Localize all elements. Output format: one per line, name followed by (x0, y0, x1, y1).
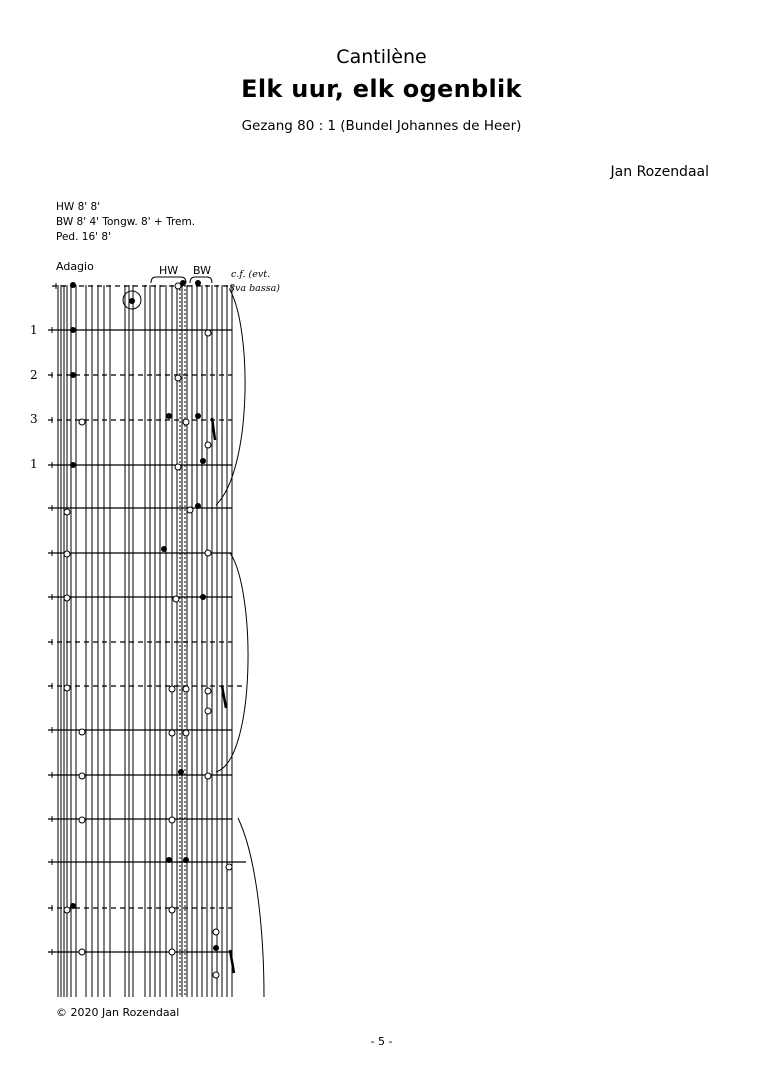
registration-hw: HW 8' 8' (56, 201, 101, 213)
note-open (79, 729, 85, 735)
note-open (183, 686, 189, 692)
note-open (169, 907, 175, 913)
note-open (175, 283, 181, 289)
note-open (64, 595, 70, 601)
bar-lines (48, 283, 246, 955)
note-open (79, 817, 85, 823)
bar-number: 1 (30, 323, 38, 337)
note-open (79, 949, 85, 955)
note-filled (200, 458, 206, 464)
note-open (183, 419, 189, 425)
piece-title: Elk uur, elk ogenblik (241, 75, 522, 103)
note-open (169, 686, 175, 692)
note-open (169, 817, 175, 823)
note-open (205, 442, 211, 448)
note-open (173, 596, 179, 602)
note-open (169, 949, 175, 955)
note-open (205, 550, 211, 556)
hymn-source: Gezang 80 : 1 (Bundel Johannes de Heer) (241, 118, 522, 134)
registration-bw: BW 8' 4' Tongw. 8' + Trem. (56, 216, 196, 228)
note-open (205, 688, 211, 694)
note-open (169, 730, 175, 736)
beam (222, 686, 226, 708)
note-open (175, 375, 181, 381)
piece-subtitle: Cantilène (336, 46, 427, 68)
manual-label-hw: HW (159, 264, 179, 277)
note-open (64, 551, 70, 557)
note-open (64, 907, 70, 913)
note-filled (195, 503, 201, 509)
note-open (205, 330, 211, 336)
note-filled (70, 282, 76, 288)
bar-number: 2 (30, 368, 38, 382)
note-open (205, 708, 211, 714)
note-filled (70, 327, 76, 333)
note-filled (178, 769, 184, 775)
note-filled (70, 462, 76, 468)
note-open (187, 507, 193, 513)
note-filled (183, 857, 189, 863)
bar-number: 1 (30, 457, 38, 471)
tempo-marking: Adagio (56, 260, 94, 273)
manual-label-bw: BW (193, 264, 212, 277)
page-number: - 5 - (370, 1035, 393, 1048)
note-open (64, 685, 70, 691)
staff-lines (58, 285, 232, 997)
copyright-notice: © 2020 Jan Rozendaal (56, 1006, 180, 1019)
note-open (79, 419, 85, 425)
bw-bracket (190, 277, 212, 283)
composer-name: Jan Rozendaal (610, 164, 709, 180)
note-filled (200, 594, 206, 600)
note-filled (129, 298, 135, 304)
cantus-firmus-note-line1: c.f. (evt. (231, 269, 271, 280)
notes (64, 280, 234, 978)
registration-pedal: Ped. 16' 8' (56, 231, 111, 243)
note-open (183, 730, 189, 736)
note-open (175, 464, 181, 470)
note-open (213, 929, 219, 935)
note-filled (195, 280, 201, 286)
note-filled (70, 903, 76, 909)
note-open (79, 773, 85, 779)
slur (216, 290, 245, 505)
note-open (226, 864, 232, 870)
slur (238, 818, 264, 997)
cantus-firmus-note-line2: 8va bassa) (229, 283, 280, 294)
note-filled (161, 546, 167, 552)
note-open (64, 509, 70, 515)
note-open (205, 773, 211, 779)
note-open (213, 972, 219, 978)
note-filled (213, 945, 219, 951)
bar-number: 3 (30, 412, 38, 426)
note-filled (195, 413, 201, 419)
note-filled (70, 372, 76, 378)
note-filled (166, 413, 172, 419)
note-filled (166, 857, 172, 863)
